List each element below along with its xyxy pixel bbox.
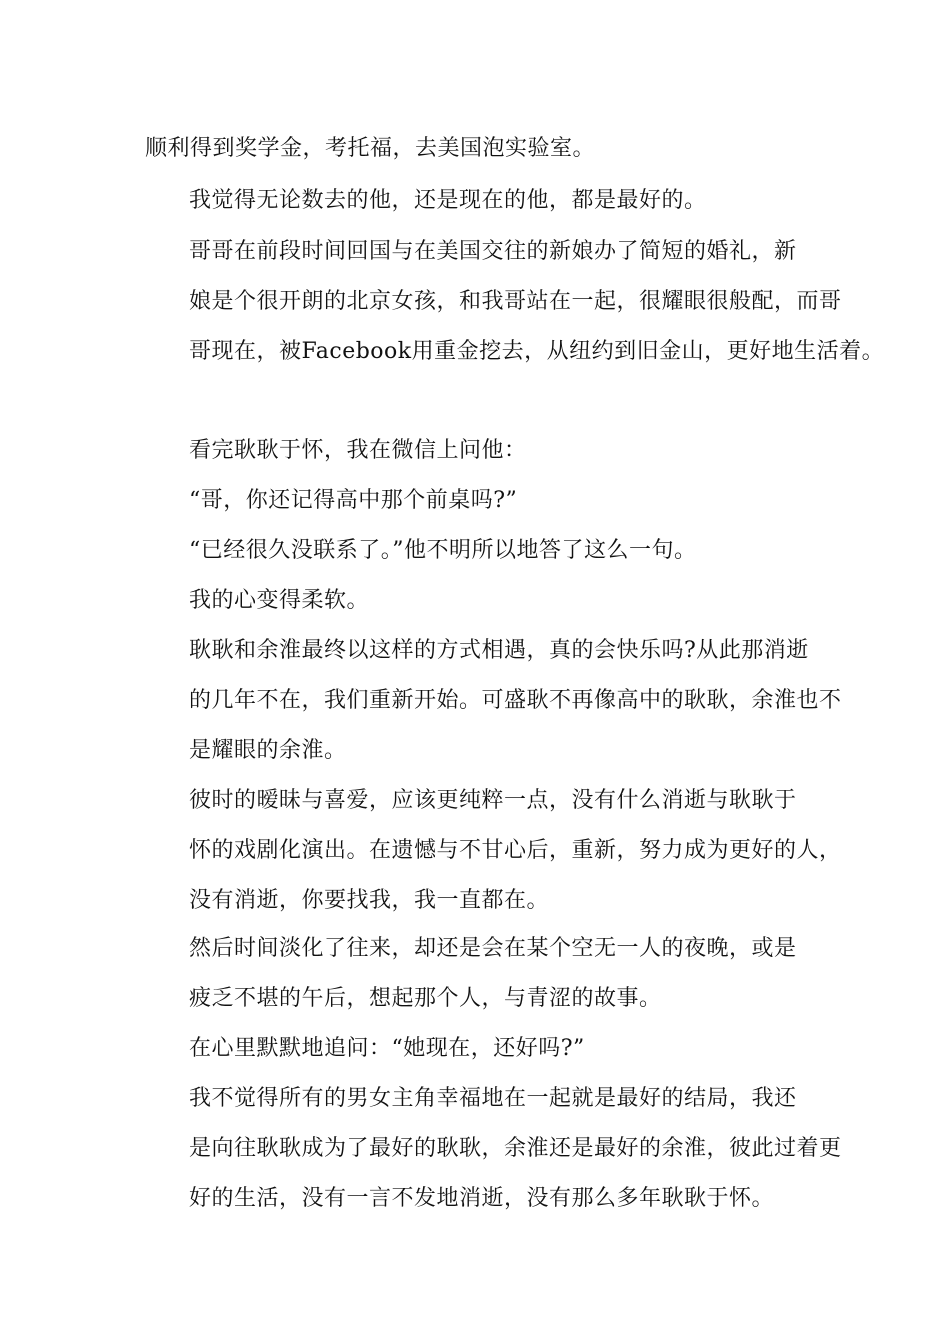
paragraph-reunion (145, 626, 842, 776)
text-line: 然后时间淡化了往来，却还是会在某个空无一人的夜晚，或是 (189, 936, 797, 961)
text-line: 是耀眼的余淮。 (189, 738, 347, 763)
text-line: 彼时的暧昧与喜爱，应该更纯粹一点，没有什么消逝与耿耿于 (189, 788, 797, 813)
paragraph-scholarship (145, 124, 815, 174)
paragraph-wedding (145, 227, 885, 377)
text-line: 的几年不在，我们重新开始。可盛耿不再像高中的耿耿，余淮也不 (189, 688, 842, 713)
text-line: “已经很久没联系了。”他不明所以地答了这么一句。 (189, 538, 697, 563)
text-line: 我不觉得所有的男女主角幸福地在一起就是最好的结局，我还 (189, 1086, 797, 1111)
text-line: 在心里默默地追问：“她现在，还好吗?” (189, 1036, 585, 1061)
paragraph-soft-heart (145, 576, 815, 626)
text-line: 耿耿和余淮最终以这样的方式相遇，真的会快乐吗?从此那消逝 (189, 638, 809, 663)
paragraph-best-brother (145, 176, 815, 226)
text-line: 疲乏不堪的午后，想起那个人，与青涩的故事。 (189, 986, 662, 1011)
text-line: 怀的戏剧化演出。在遗憾与不甘心后，重新，努力成为更好的人， (189, 838, 842, 863)
text-line: 我觉得无论数去的他，还是现在的他，都是最好的。 (189, 188, 707, 213)
paragraph-ambiguity (145, 776, 842, 926)
text-line: 看完耿耿于怀，我在微信上问他： (189, 438, 527, 463)
paragraph-time-fades (145, 924, 815, 1024)
text-line: 哥哥在前段时间回国与在美国交往的新娘办了简短的婚礼，新 (189, 239, 797, 264)
text-line: 没有消逝，你要找我，我一直都在。 (189, 888, 550, 913)
paragraph-wechat-question (145, 426, 815, 476)
paragraph-ending (145, 1074, 842, 1224)
text-line: 我的心变得柔软。 (189, 588, 370, 613)
paragraph-dialogue-answer (145, 526, 815, 576)
text-line: 娘是个很开朗的北京女孩，和我哥站在一起，很耀眼很般配，而哥 (189, 289, 842, 314)
paragraph-dialogue-question (145, 476, 815, 526)
text-line: “哥，你还记得高中那个前桌吗?” (189, 488, 518, 513)
text-line: 好的生活，没有一言不发地消逝，没有那么多年耿耿于怀。 (189, 1186, 775, 1211)
text-line: 是向往耿耿成为了最好的耿耿，余淮还是最好的余淮，彼此过着更 (189, 1136, 842, 1161)
text-line: 顺利得到奖学金，考托福，去美国泡实验室。 (145, 136, 596, 161)
text-line: 哥现在，被Facebook用重金挖去，从纽约到旧金山，更好地生活着。 (189, 339, 885, 364)
paragraph-silent-question (145, 1024, 815, 1074)
